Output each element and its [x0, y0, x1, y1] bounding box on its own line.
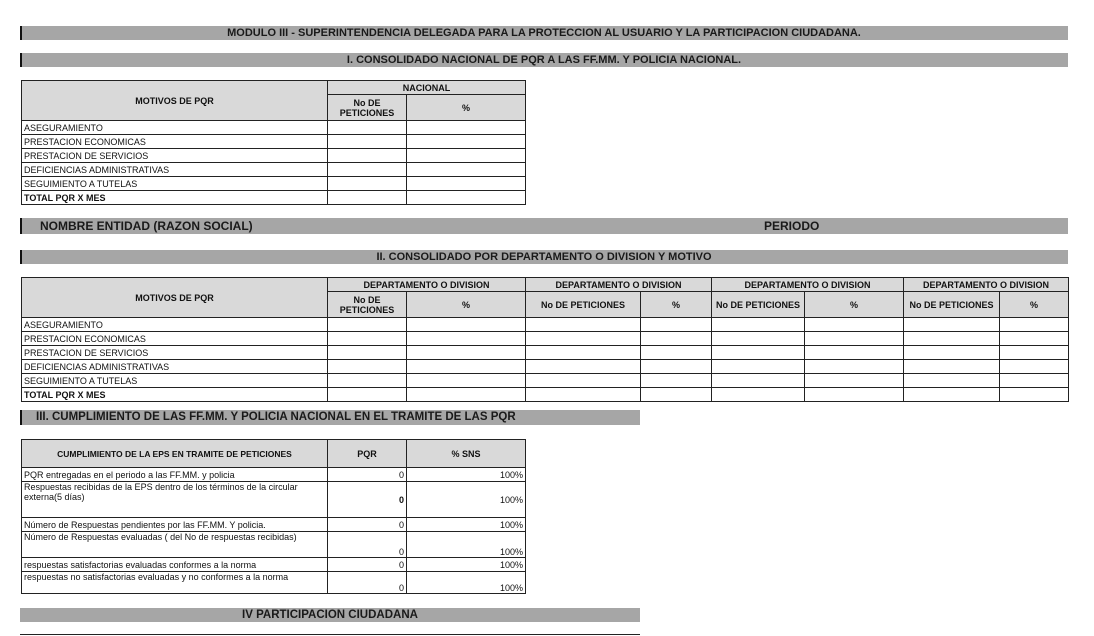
- cell[interactable]: [641, 318, 712, 332]
- compliance-header: CUMPLIMIENTO DE LA EPS EN TRAMITE DE PETICIONES: [22, 440, 328, 468]
- section1-title-bar: [20, 53, 1068, 67]
- cell[interactable]: [526, 332, 641, 346]
- row-label-total: TOTAL PQR X MES: [22, 191, 328, 205]
- department-header: DEPARTAMENTO O DIVISION: [904, 278, 1069, 292]
- row-label: PRESTACION DE SERVICIOS: [22, 149, 328, 163]
- table-row: [22, 558, 526, 572]
- bar-edge: [20, 26, 22, 40]
- table-row: [22, 572, 526, 594]
- peticiones-header: No DE PETICIONES: [328, 292, 407, 318]
- cell[interactable]: [407, 121, 526, 135]
- table-row: [22, 482, 526, 518]
- pqr-header: PQR: [328, 440, 407, 468]
- cell[interactable]: [641, 332, 712, 346]
- pqr-value: 0: [328, 482, 407, 518]
- cell[interactable]: [805, 388, 904, 402]
- motivos-header: MOTIVOS DE PQR: [22, 278, 328, 318]
- module-title: MODULO III - SUPERINTENDENCIA DELEGADA PARA LA PROTECCION AL USUARIO Y LA PARTICIPACION CIUDADANA.: [227, 27, 861, 39]
- cell[interactable]: [1000, 374, 1069, 388]
- table-row: [22, 346, 1069, 360]
- cell[interactable]: [328, 149, 407, 163]
- cell[interactable]: [1000, 360, 1069, 374]
- table-row: [22, 468, 526, 482]
- row-label: SEGUIMIENTO A TUTELAS: [22, 177, 328, 191]
- cell[interactable]: [805, 318, 904, 332]
- cell[interactable]: [805, 374, 904, 388]
- cell[interactable]: [328, 388, 407, 402]
- section3-title-bar: [20, 410, 640, 425]
- national-table: [21, 80, 526, 205]
- section1-title: I. CONSOLIDADO NACIONAL DE PQR A LAS FF.MM. Y POLICIA NACIONAL.: [346, 54, 742, 66]
- pct-header: %: [805, 292, 904, 318]
- table-row: [22, 177, 526, 191]
- row-label: ASEGURAMIENTO: [22, 121, 328, 135]
- cell[interactable]: [328, 191, 407, 205]
- department-header: DEPARTAMENTO O DIVISION: [526, 278, 712, 292]
- table-row: [22, 318, 1069, 332]
- table-row: [22, 121, 526, 135]
- department-header: DEPARTAMENTO O DIVISION: [712, 278, 904, 292]
- cell[interactable]: [805, 346, 904, 360]
- cell[interactable]: [1000, 388, 1069, 402]
- cell[interactable]: [805, 360, 904, 374]
- bar-edge: [20, 53, 22, 67]
- section4-title-bar: [20, 608, 640, 622]
- cell[interactable]: [407, 149, 526, 163]
- cell[interactable]: [526, 360, 641, 374]
- peticiones-header: No DE PETICIONES: [904, 292, 1000, 318]
- row-label: DEFICIENCIAS ADMINISTRATIVAS: [22, 163, 328, 177]
- compliance-table: [21, 439, 526, 594]
- table-row: [22, 191, 526, 205]
- pct-value: 100%: [407, 558, 526, 572]
- cell[interactable]: [712, 360, 805, 374]
- pct-value: 100%: [407, 518, 526, 532]
- pqr-value: 0: [328, 468, 407, 482]
- row-label: PRESTACION ECONOMICAS: [22, 135, 328, 149]
- cell[interactable]: [1000, 346, 1069, 360]
- cell[interactable]: [328, 121, 407, 135]
- row-label: Número de Respuestas pendientes por las FF.MM. Y policia.: [22, 518, 328, 532]
- cell[interactable]: [712, 374, 805, 388]
- cell[interactable]: [407, 318, 526, 332]
- pct-header: %: [407, 292, 526, 318]
- cell[interactable]: [1000, 332, 1069, 346]
- cell[interactable]: [526, 374, 641, 388]
- pct-header: %: [407, 95, 526, 121]
- pct-header: %: [641, 292, 712, 318]
- cell[interactable]: [904, 318, 1000, 332]
- cell[interactable]: [407, 360, 526, 374]
- cell[interactable]: [328, 135, 407, 149]
- peticiones-header: No DE PETICIONES: [712, 292, 805, 318]
- row-label: ASEGURAMIENTO: [22, 318, 328, 332]
- cell[interactable]: [712, 388, 805, 402]
- table-row: [22, 374, 1069, 388]
- cell[interactable]: [1000, 318, 1069, 332]
- cell[interactable]: [328, 163, 407, 177]
- section2-title-bar: [20, 250, 1068, 264]
- cell[interactable]: [407, 374, 526, 388]
- pct-value: 100%: [407, 532, 526, 558]
- cell[interactable]: [526, 318, 641, 332]
- bar-edge: [20, 410, 22, 425]
- section2-title: II. CONSOLIDADO POR DEPARTAMENTO O DIVISION Y MOTIVO: [376, 251, 712, 263]
- table-row: [22, 149, 526, 163]
- bar-edge: [20, 250, 22, 264]
- peticiones-header: No DE PETICIONES: [328, 95, 407, 121]
- department-header: DEPARTAMENTO O DIVISION: [328, 278, 526, 292]
- cell[interactable]: [904, 332, 1000, 346]
- table-row: [22, 135, 526, 149]
- cell[interactable]: [407, 346, 526, 360]
- table-row: [22, 360, 1069, 374]
- row-label-total: TOTAL PQR X MES: [22, 388, 328, 402]
- bar-edge: [20, 218, 22, 234]
- cell[interactable]: [641, 388, 712, 402]
- period-label: PERIODO: [764, 219, 820, 233]
- cell[interactable]: [407, 163, 526, 177]
- table-row: [22, 388, 1069, 402]
- peticiones-header: No DE PETICIONES: [526, 292, 641, 318]
- cell[interactable]: [805, 332, 904, 346]
- pct-value: 100%: [407, 482, 526, 518]
- row-label: Número de Respuestas evaluadas ( del No de respuestas recibidas): [22, 532, 328, 558]
- cell[interactable]: [641, 374, 712, 388]
- motivos-header: MOTIVOS DE PQR: [22, 81, 328, 121]
- pqr-value: 0: [328, 518, 407, 532]
- cell[interactable]: [712, 346, 805, 360]
- cell[interactable]: [407, 135, 526, 149]
- department-table: [21, 277, 1069, 402]
- pct-value: 100%: [407, 468, 526, 482]
- section4-title: IV PARTICIPACION CIUDADANA: [242, 609, 418, 621]
- cell[interactable]: [328, 374, 407, 388]
- cell[interactable]: [328, 332, 407, 346]
- cell[interactable]: [328, 360, 407, 374]
- section4-underline: [20, 634, 640, 635]
- pct-value: 100%: [407, 572, 526, 594]
- entity-bar: [20, 218, 1068, 234]
- module-title-bar: [20, 26, 1068, 40]
- pqr-value: 0: [328, 532, 407, 558]
- cell[interactable]: [904, 346, 1000, 360]
- pqr-value: 0: [328, 572, 407, 594]
- row-label: PRESTACION DE SERVICIOS: [22, 346, 328, 360]
- cell[interactable]: [712, 332, 805, 346]
- cell[interactable]: [407, 177, 526, 191]
- sns-pct-header: % SNS: [407, 440, 526, 468]
- cell[interactable]: [526, 346, 641, 360]
- cell[interactable]: [328, 318, 407, 332]
- cell[interactable]: [328, 346, 407, 360]
- pqr-value: 0: [328, 558, 407, 572]
- cell[interactable]: [641, 360, 712, 374]
- section3-title: III. CUMPLIMIENTO DE LAS FF.MM. Y POLICIA NACIONAL EN EL TRAMITE DE LAS PQR: [36, 411, 516, 423]
- cell[interactable]: [407, 191, 526, 205]
- entity-name-label: NOMBRE ENTIDAD (RAZON SOCIAL): [40, 219, 253, 233]
- cell[interactable]: [904, 360, 1000, 374]
- table-row: [22, 332, 1069, 346]
- cell[interactable]: [904, 374, 1000, 388]
- cell[interactable]: [407, 388, 526, 402]
- cell[interactable]: [641, 346, 712, 360]
- row-label: Respuestas recibidas de la EPS dentro de los términos de la circular externa(5 días): [22, 482, 328, 518]
- row-label: respuestas no satisfactorias evaluadas y no conformes a la norma: [22, 572, 328, 594]
- row-label: DEFICIENCIAS ADMINISTRATIVAS: [22, 360, 328, 374]
- cell[interactable]: [328, 177, 407, 191]
- pct-header: %: [1000, 292, 1069, 318]
- cell[interactable]: [712, 318, 805, 332]
- row-label: PQR entregadas en el periodo a las FF.MM. y policia: [22, 468, 328, 482]
- row-label: SEGUIMIENTO A TUTELAS: [22, 374, 328, 388]
- cell[interactable]: [407, 332, 526, 346]
- table-row: [22, 163, 526, 177]
- row-label: PRESTACION ECONOMICAS: [22, 332, 328, 346]
- table-row: [22, 518, 526, 532]
- cell[interactable]: [904, 388, 1000, 402]
- table-row: [22, 532, 526, 558]
- cell[interactable]: [526, 388, 641, 402]
- row-label: respuestas satisfactorias evaluadas conformes a la norma: [22, 558, 328, 572]
- nacional-header: NACIONAL: [328, 81, 526, 95]
